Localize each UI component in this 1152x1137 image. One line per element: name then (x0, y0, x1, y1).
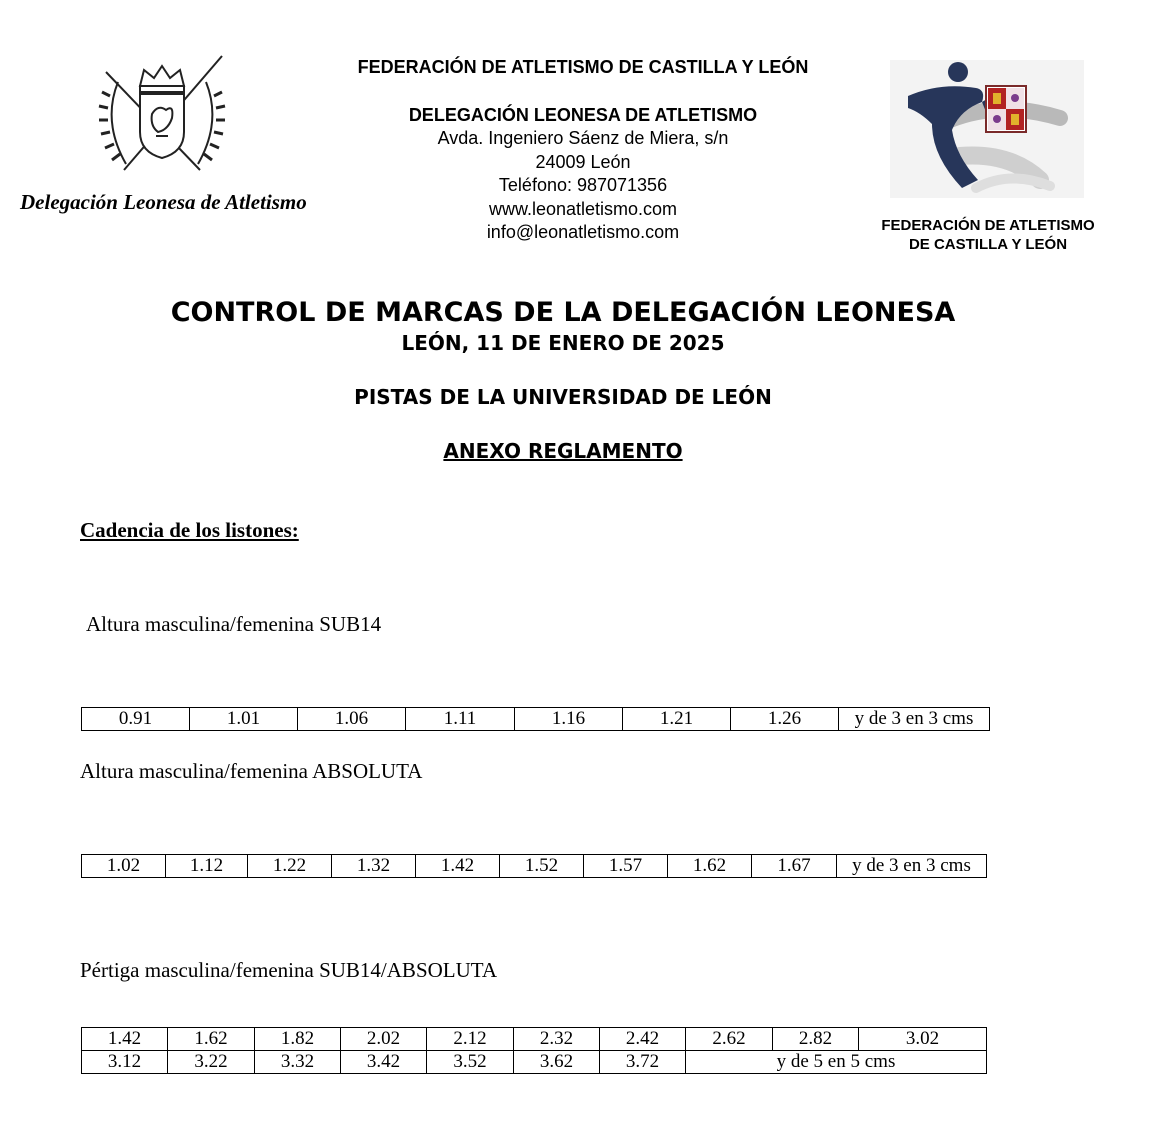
height-cell: 3.72 (600, 1051, 686, 1074)
address: Avda. Ingeniero Sáenz de Miera, s/n (437, 128, 729, 148)
height-cell: 3.62 (514, 1051, 600, 1074)
height-cell: 1.52 (500, 855, 584, 878)
right-caption-line-1: FEDERACIÓN DE ATLETISMO (881, 217, 1095, 234)
height-cell: 1.42 (416, 855, 500, 878)
height-cell: 1.42 (82, 1028, 168, 1051)
postal-code: 24009 León (535, 151, 631, 172)
height-cell: 1.02 (82, 855, 166, 878)
email: info@leonatletismo.com (486, 222, 680, 242)
height-cell: 3.12 (82, 1051, 168, 1074)
height-cell: 1.62 (668, 855, 752, 878)
height-cell: 1.22 (248, 855, 332, 878)
height-cell: 1.21 (623, 708, 731, 731)
category-label: Altura masculina/femenina ABSOLUTA (80, 759, 423, 783)
delegation-name: DELEGACIÓN LEONESA DE ATLETISMO (408, 104, 758, 125)
height-cell: 2.02 (341, 1028, 427, 1051)
document-title: CONTROL DE MARCAS DE LA DELEGACIÓN LEONESA (170, 297, 956, 328)
increment-note-cell: y de 3 en 3 cms (839, 708, 990, 731)
height-cell: 1.06 (298, 708, 406, 731)
height-cell: 1.12 (166, 855, 248, 878)
phone: Teléfono: 987071356 (498, 175, 668, 195)
bar-heights-table (81, 854, 987, 878)
federation-logo-caption (860, 216, 1116, 254)
height-cell: 2.32 (514, 1028, 600, 1051)
height-cell: 3.22 (168, 1051, 255, 1074)
increment-note-cell: y de 3 en 3 cms (837, 855, 987, 878)
table-row (82, 1028, 987, 1051)
table-row (82, 855, 987, 878)
height-cell: 3.32 (255, 1051, 341, 1074)
height-cell: 1.01 (190, 708, 298, 731)
federation-name: FEDERACIÓN DE ATLETISMO DE CASTILLA Y LEÓN (357, 57, 809, 77)
category-label: Pértiga masculina/femenina SUB14/ABSOLUTA (80, 958, 498, 982)
category-label: Altura masculina/femenina SUB14 (86, 612, 382, 636)
height-cell: 2.42 (600, 1028, 686, 1051)
delegation-coat-of-arms-logo (96, 52, 228, 180)
height-cell: 2.82 (773, 1028, 859, 1051)
height-cell: 1.11 (406, 708, 515, 731)
height-cell: 2.12 (427, 1028, 514, 1051)
website: www.leonatletismo.com (488, 198, 678, 219)
bar-heights-table (81, 707, 990, 731)
increment-note-cell: y de 5 en 5 cms (686, 1051, 987, 1074)
section-heading: Cadencia de los listones: (80, 518, 299, 542)
right-caption-line-2: DE CASTILLA Y LEÓN (908, 236, 1068, 253)
height-cell: 1.67 (752, 855, 837, 878)
height-cell: 2.62 (686, 1028, 773, 1051)
height-cell: 1.32 (332, 855, 416, 878)
venue-title: PISTAS DE LA UNIVERSIDAD DE LEÓN (354, 385, 772, 409)
height-cell: 3.42 (341, 1051, 427, 1074)
document-date: LEÓN, 11 DE ENERO DE 2025 (401, 331, 725, 355)
height-cell: 0.91 (82, 708, 190, 731)
annex-title: ANEXO REGLAMENTO (443, 439, 683, 463)
federation-contact-block (300, 56, 866, 245)
height-cell: 1.26 (731, 708, 839, 731)
height-cell: 1.16 (515, 708, 623, 731)
height-cell: 1.82 (255, 1028, 341, 1051)
bar-heights-table (81, 1027, 987, 1074)
delegation-caption: Delegación Leonesa de Atletismo (20, 190, 307, 214)
height-cell: 3.02 (859, 1028, 987, 1051)
height-cell: 1.62 (168, 1028, 255, 1051)
table-row (82, 1051, 987, 1074)
federation-runner-logo (890, 60, 1084, 198)
table-row (82, 708, 990, 731)
height-cell: 3.52 (427, 1051, 514, 1074)
height-cell: 1.57 (584, 855, 668, 878)
